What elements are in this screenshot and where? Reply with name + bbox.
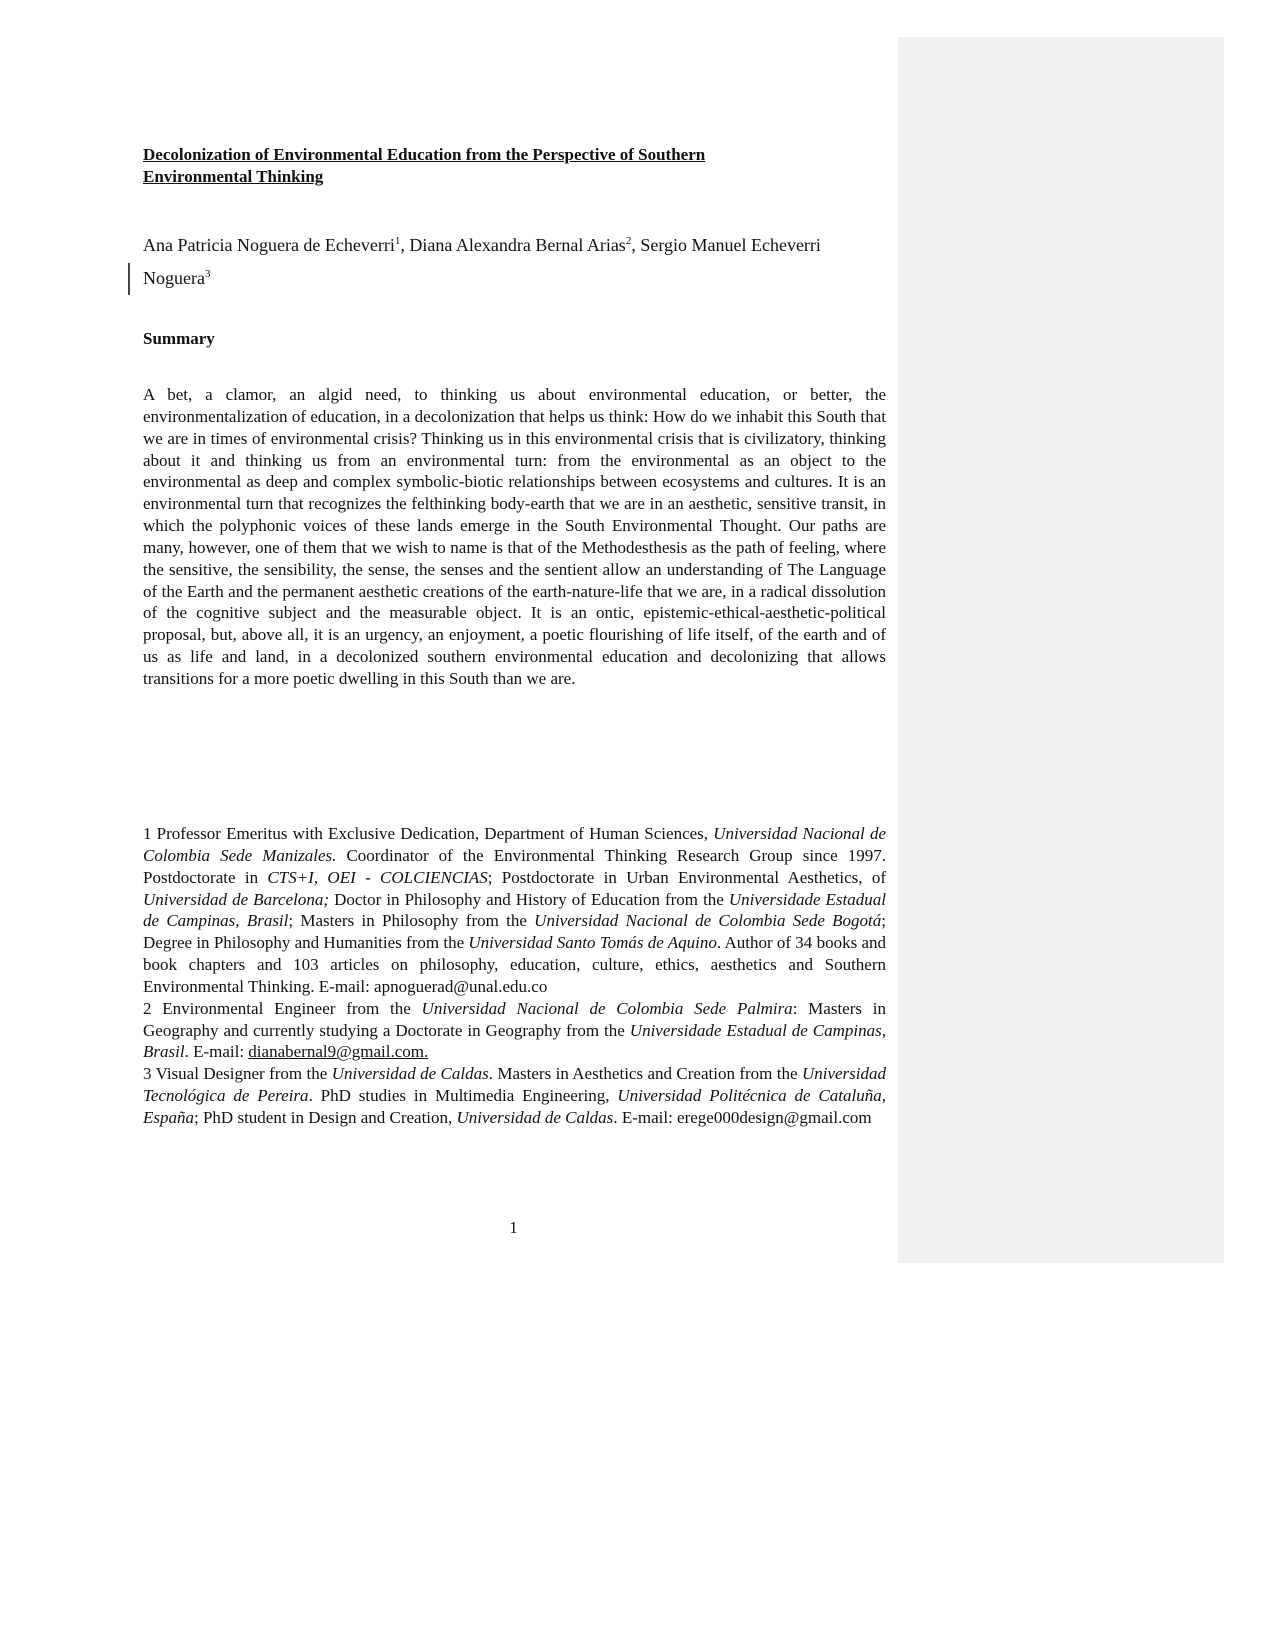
document-title: Decolonization of Environmental Education from the Perspective of Southern Environmental Thinking xyxy=(143,145,706,186)
footnote-2: 2 Environmental Engineer from the Universidad Nacional de Colombia Sede Palmira: Masters in Geography and currently studying a Doctorate in Geography from the Universidade Estadual de Campinas, Brasil. E-mail: dianabernal9@gmail.com. xyxy=(143,998,886,1062)
revision-bar xyxy=(128,263,130,295)
author-name: Ana Patricia Noguera de Echeverri xyxy=(143,235,395,255)
author-footnote-ref[interactable]: 2 xyxy=(625,235,632,247)
comment-pane xyxy=(898,37,1224,1263)
author-name: Sergio Manuel Echeverri Noguera xyxy=(143,235,821,288)
author-footnote-ref[interactable]: 1 xyxy=(394,235,401,247)
author-line: Ana Patricia Noguera de Echeverri$^1$, Diana Alexandra Bernal Arias$^2$, Sergio Manuel Echeverri Noguera$^3$ xyxy=(143,235,821,288)
summary-heading: Summary xyxy=(143,329,215,348)
abstract-paragraph: A bet, a clamor, an algid need, to thinking us about environmental education, or better, the environmentalization of education, in a decolonization that helps us think: How do we inhabit this South that we are in times of environmental crisis? Thinking us in this environmental crisis that is civilizatory, thinking about it and thinking us from an environmental turn: from the environmental as an object to the environmental as deep and complex symbolic-biotic relationships between ecosystems and cultures. It is an environmental turn that recognizes the felthinking body-earth that we are in an aesthetic, sensitive transit, in which the polyphonic voices of these lands emerge in the South Environmental Thought. Our paths are many, however, one of them that we wish to name is that of the Methodesthesis as the path of feeling, where the sensitive, the sensibility, the sense, the senses and the sentient allow an understanding of The Language of the Earth and the permanent aesthetic creations of the earth-nature-life that we are, in a radical dissolution of the cognitive subject and the measurable object. It is an ontic, epistemic-ethical-aesthetic-political proposal, but, above all, it is an urgency, an enjoyment, a poetic flourishing of life itself, of the earth and of us as life and land, in a decolonized southern environmental education and decolonizing that allows transitions for a more poetic dwelling in this South than we are. xyxy=(143,385,886,688)
email-link[interactable]: dianabernal9@gmail.com. xyxy=(248,1042,429,1062)
author-name: Diana Alexandra Bernal Arias xyxy=(409,235,626,255)
author-footnote-ref[interactable]: 3 xyxy=(204,268,211,280)
footnote-3: 3 Visual Designer from the Universidad de Caldas. Masters in Aesthetics and Creation from the Universidad Tecnológica de Pereira. PhD studies in Multimedia Engineering, Universidad Politécnica de Cataluña, España; PhD student in Design and Creation, Universidad de Caldas. E-mail: erege000design@gmail.com xyxy=(143,1064,886,1127)
page-number: 1 xyxy=(509,1218,518,1237)
footnotes xyxy=(143,823,886,1129)
footnote-1: 1 Professor Emeritus with Exclusive Dedication, Department of Human Sciences, Universidad Nacional de Colombia Sede Manizales. Coordinator of the Environmental Thinking Research Group since 1997. Postdoctorate in CTS+I, OEI - COLCIENCIAS; Postdoctorate in Urban Environmental Aesthetics, of Universidad de Barcelona; Doctor in Philosophy and History of Education from the Universidade Estadual de Campinas, Brasil; Masters in Philosophy from the Universidad Nacional de Colombia Sede Bogotá; Degree in Philosophy and Humanities from the Universidad Santo Tomás de Aquino. Author of 34 books and book chapters and 103 articles on philosophy, education, culture, ethics, aesthetics and Southern Environmental Thinking. E-mail: apnoguerad@unal.edu.co xyxy=(143,824,887,996)
